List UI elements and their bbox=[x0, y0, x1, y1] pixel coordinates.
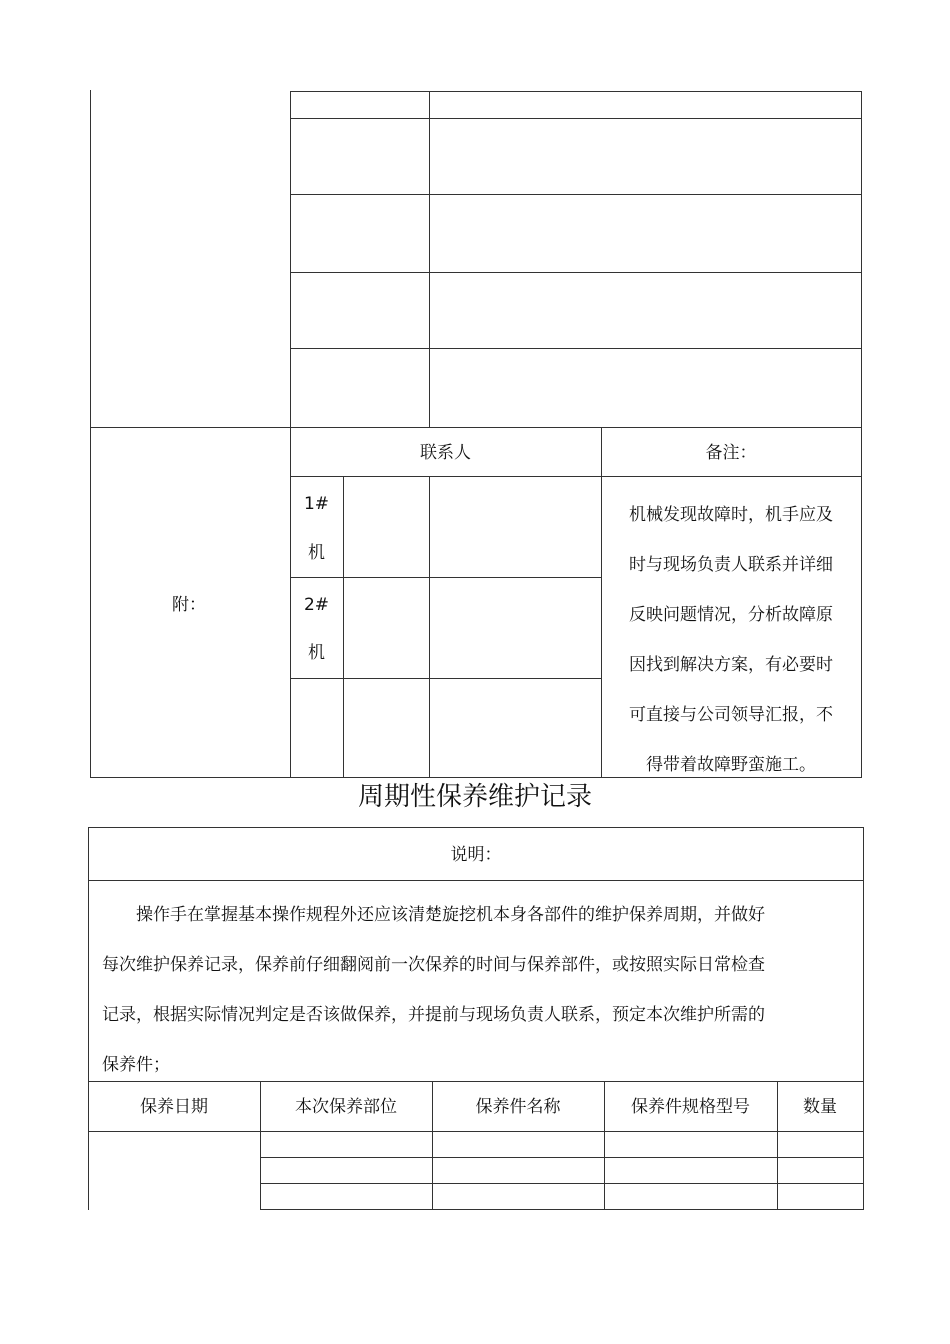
contact-header: 联系人 bbox=[420, 443, 471, 463]
remark-line: 因找到解决方案，有必要时 bbox=[629, 655, 833, 675]
table-border bbox=[290, 476, 862, 477]
table-border bbox=[88, 1131, 864, 1132]
table-border bbox=[88, 827, 864, 828]
table-border bbox=[429, 476, 430, 778]
table-border bbox=[429, 91, 430, 427]
attach-label: 附： bbox=[172, 595, 206, 615]
remark-line: 时与现场负责人联系并详细 bbox=[629, 555, 833, 575]
table-border bbox=[290, 91, 862, 92]
description-line: 操作手在掌握基本操作规程外还应该清楚旋挖机本身各部件的维护保养周期，并做好 bbox=[102, 905, 765, 925]
machine-2-suffix: 机 bbox=[308, 643, 325, 663]
table-border bbox=[260, 1157, 864, 1158]
description-line: 保养件； bbox=[102, 1055, 170, 1075]
machine-2-number: 2# bbox=[303, 595, 330, 615]
column-header-quantity: 数量 bbox=[803, 1097, 837, 1117]
table-border bbox=[88, 880, 864, 881]
description-label: 说明： bbox=[450, 845, 502, 865]
column-header-date: 保养日期 bbox=[140, 1097, 208, 1117]
description-line: 每次维护保养记录，保养前仔细翻阅前一次保养的时间与保养部件，或按照实际日常检查 bbox=[102, 955, 765, 975]
remark-line: 反映问题情况，分析故障原 bbox=[629, 605, 833, 625]
machine-1-suffix: 机 bbox=[308, 543, 325, 563]
column-header-spec: 保养件规格型号 bbox=[631, 1097, 750, 1117]
remark-header: 备注： bbox=[705, 443, 757, 463]
remark-line: 可直接与公司领导汇报，不 bbox=[629, 705, 833, 725]
table-border bbox=[290, 272, 862, 273]
table-border bbox=[601, 427, 602, 778]
remark-line: 得带着故障野蛮施工。 bbox=[646, 755, 816, 775]
description-line: 记录，根据实际情况判定是否该做保养，并提前与现场负责人联系，预定本次维护所需的 bbox=[102, 1005, 765, 1025]
remark-line: 机械发现故障时，机手应及 bbox=[629, 505, 833, 525]
table-border bbox=[290, 348, 862, 349]
table-border bbox=[90, 427, 862, 428]
table-border bbox=[88, 827, 89, 1210]
remark-text bbox=[606, 490, 856, 790]
table-border bbox=[863, 827, 864, 1210]
table-border bbox=[90, 90, 91, 778]
record-title: 周期性保养维护记录 bbox=[357, 782, 592, 812]
column-header-part: 本次保养部位 bbox=[295, 1097, 397, 1117]
table-border bbox=[260, 1209, 864, 1210]
table-border bbox=[290, 577, 602, 578]
description-text bbox=[102, 890, 860, 1090]
table-border bbox=[290, 678, 602, 679]
column-header-item-name: 保养件名称 bbox=[475, 1097, 561, 1117]
machine-1-number: 1# bbox=[303, 494, 330, 514]
table-border bbox=[290, 194, 862, 195]
table-border bbox=[290, 118, 862, 119]
table-border bbox=[260, 1183, 864, 1184]
table-border bbox=[343, 476, 344, 778]
